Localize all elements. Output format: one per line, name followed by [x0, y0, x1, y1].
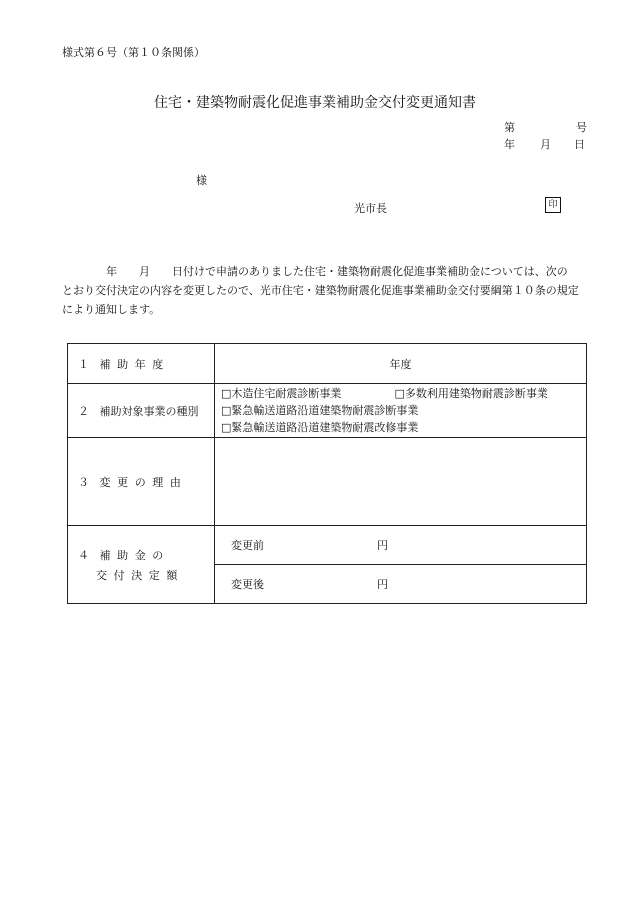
row-label: 交付決定額 [96, 568, 184, 582]
option-line [215, 419, 586, 436]
row-number: １ [78, 357, 89, 371]
form-number: 様式第６号（第１０条関係） [62, 46, 205, 59]
label-cell [68, 384, 215, 438]
row-number: ４ [78, 548, 89, 562]
label-line [78, 547, 214, 563]
body-paragraph [62, 262, 590, 319]
row-label: 変更の理由 [99, 475, 188, 489]
issuer-name: 光市長 [354, 202, 387, 215]
date-month: 月 [540, 138, 551, 151]
option-line [215, 402, 586, 419]
fiscal-year-unit: 年度 [389, 357, 412, 371]
row-label: 補助金の [99, 548, 170, 562]
table-row-change-reason [68, 438, 587, 526]
row-label: 補助年度 [99, 357, 170, 371]
amount-after-label: 変更後 [231, 578, 264, 591]
label-cell [68, 438, 215, 526]
amount-after-row[interactable] [215, 564, 586, 603]
table-row-grant-amount [68, 526, 587, 604]
project-type-options [215, 384, 587, 438]
number-suffix: 号 [576, 121, 587, 134]
amount-unit: 円 [377, 578, 388, 591]
option-line [215, 385, 586, 402]
document-title: 住宅・建築物耐震化促進事業補助金交付変更通知書 [154, 95, 476, 111]
checkbox-option[interactable]: □多数利用建築物耐震診断事業 [394, 387, 548, 400]
change-reason-field[interactable] [215, 438, 587, 526]
table-row-project-type [68, 384, 587, 438]
grant-amount-cell [215, 526, 587, 604]
row-label: 補助対象事業の種別 [99, 404, 199, 418]
fiscal-year-field[interactable] [215, 344, 587, 384]
label-line [78, 567, 214, 583]
body-line: とおり交付決定の内容を変更したので、光市住宅・建築物耐震化促進事業補助金交付要綱第１０条の規定 [62, 284, 579, 297]
notice-table [67, 343, 587, 604]
seal-mark: 印 [545, 197, 561, 213]
body-line: 年 月 日付けで申請のありました住宅・建築物耐震化促進事業補助金については、次の [62, 265, 568, 278]
date-day: 日 [574, 138, 585, 151]
checkbox-option[interactable]: □木造住宅耐震診断事業 [221, 387, 342, 400]
amount-before-label: 変更前 [231, 539, 264, 552]
row-number: ２ [78, 404, 89, 418]
amount-unit: 円 [377, 539, 388, 552]
table-row-fiscal-year [68, 344, 587, 384]
body-line: により通知します。 [62, 303, 161, 316]
checkbox-option[interactable]: □緊急輸送道路沿道建築物耐震診断事業 [221, 404, 419, 417]
addressee-honorific: 様 [196, 174, 207, 187]
date-year: 年 [504, 138, 515, 151]
checkbox-option[interactable]: □緊急輸送道路沿道建築物耐震改修事業 [221, 421, 419, 434]
amount-before-row[interactable] [215, 526, 586, 564]
label-cell [68, 344, 215, 384]
number-prefix: 第 [504, 121, 515, 134]
row-number: ３ [78, 475, 89, 489]
label-cell [68, 526, 215, 604]
